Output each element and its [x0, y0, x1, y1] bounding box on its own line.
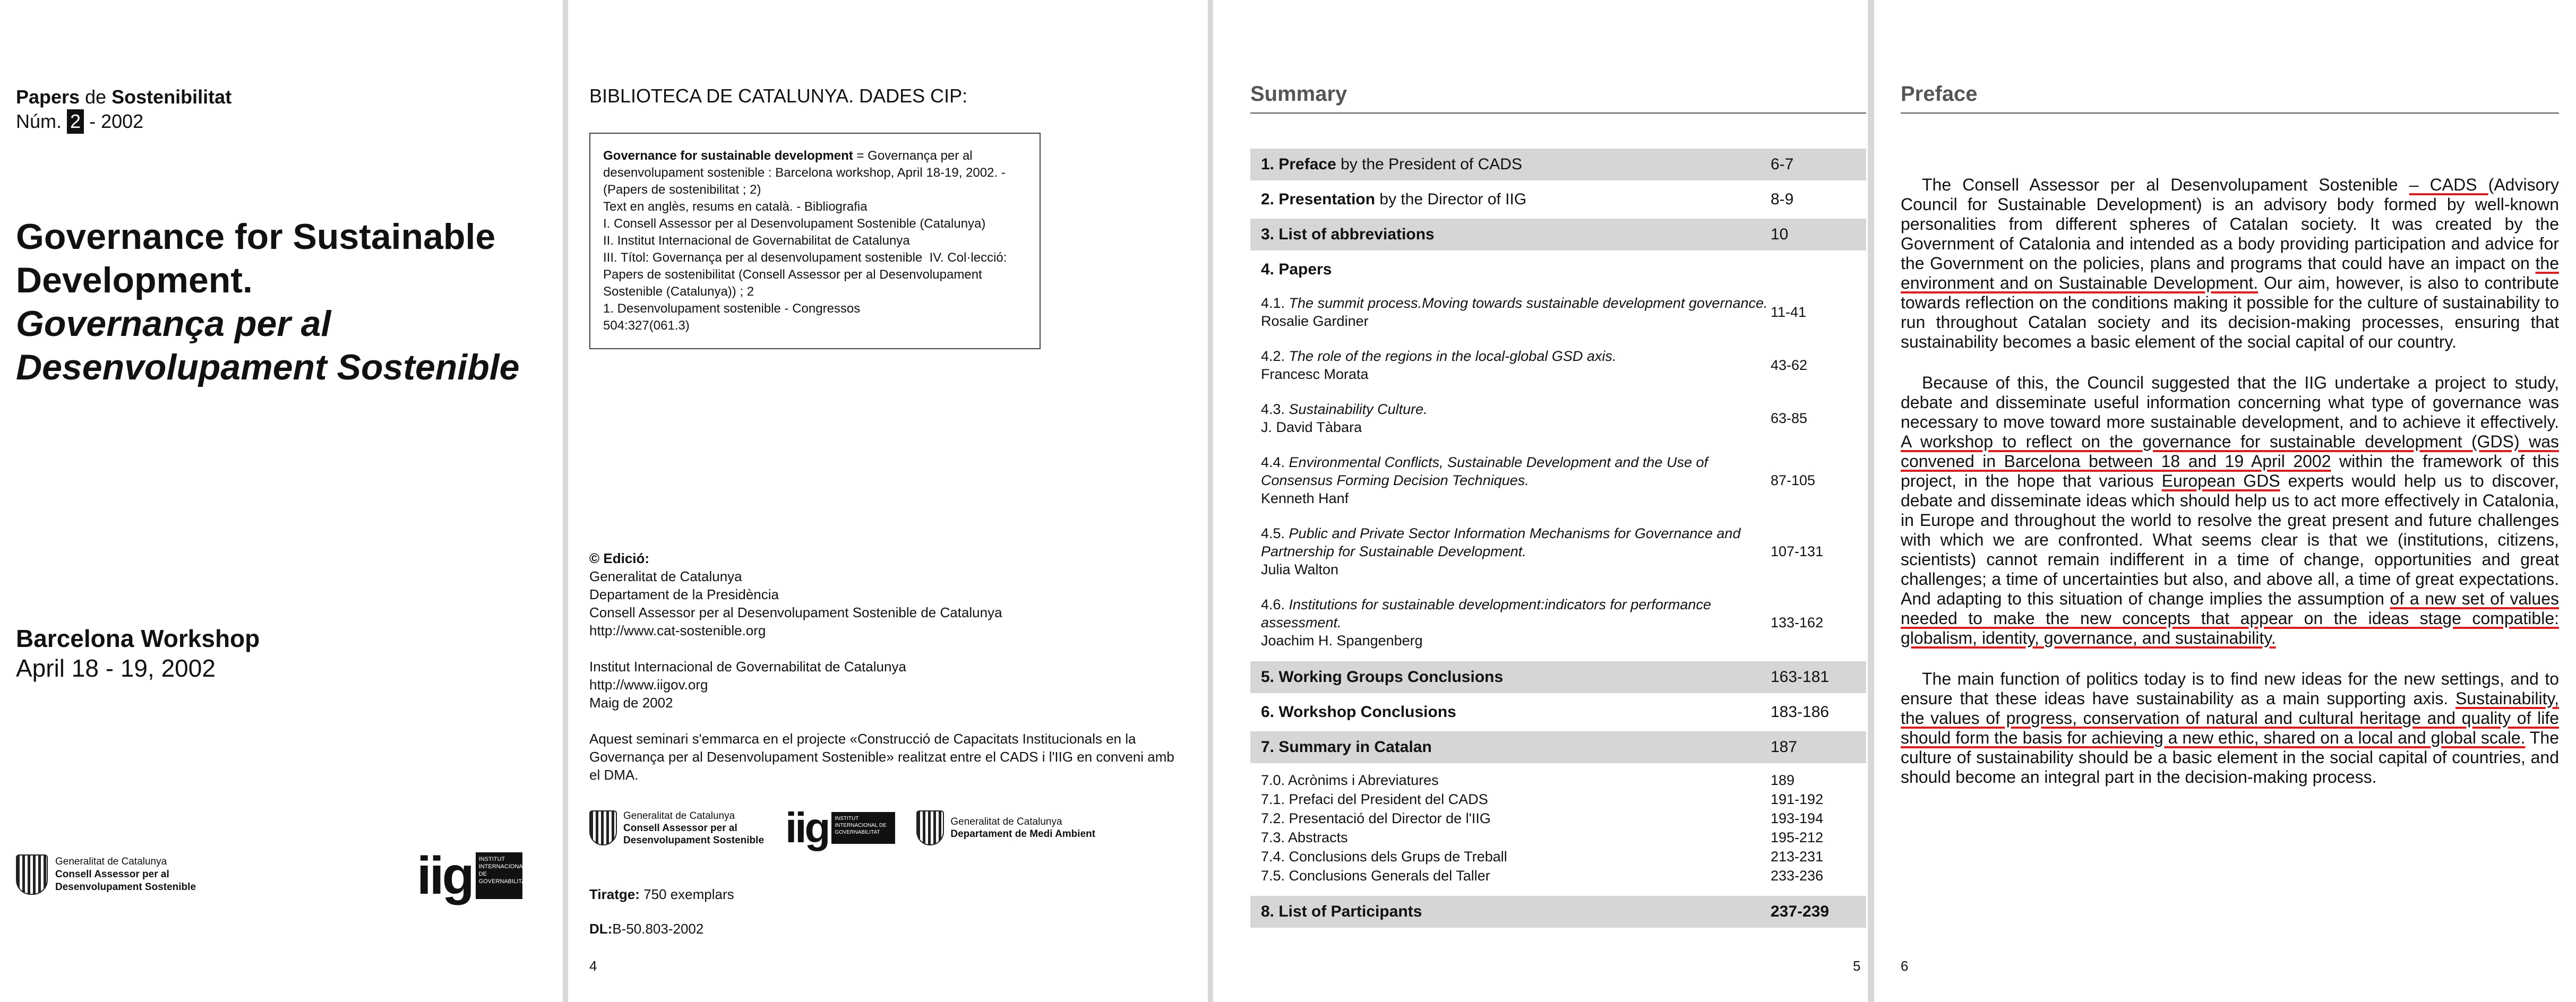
workshop-info: [16, 624, 260, 683]
underlined-text: of a new set of values needed to make the new concepts that appear on the ideas stage compatible: globalism, identity, governance, and sustainability.: [1901, 589, 2560, 647]
toc-paper-number: 4.4.: [1261, 454, 1289, 470]
logo-line: Generalitat de Catalunya: [55, 856, 167, 867]
series-de: de: [85, 86, 107, 108]
gencat-seal-icon: [916, 810, 944, 845]
toc-paper-row: [1250, 339, 1866, 392]
cip-line: = Governança per al desenvolupament sostenible : Barcelona workshop, April 18-19, 2002. - (Papers de sostenibilitat ; 2): [603, 149, 1009, 197]
toc-section: 2. Presentation: [1261, 191, 1376, 208]
preface-paragraph: [1901, 669, 2559, 787]
toc-pages: 10: [1771, 226, 1789, 243]
toc-label: [1261, 254, 1771, 286]
toc-section: 1. Preface: [1261, 156, 1336, 173]
edition-url: http://www.cat-sostenible.org: [589, 623, 766, 638]
cip-line: II. Institut Internacional de Governabilitat de Catalunya: [603, 234, 910, 248]
toc-paper-title: [1261, 453, 1771, 489]
toc-pages: 187: [1771, 738, 1798, 756]
toc-pages: 63-85: [1771, 410, 1808, 426]
toc-paper-number: 4.3.: [1261, 401, 1289, 417]
cip-line: III. Títol: Governança per al desenvolupament sostenible IV. Col·lecció: Papers de sostenibilitat (Consell Assessor per al Desenvolupament Sostenible (Catalunya)) ; 2: [603, 250, 1011, 299]
page-number: 4: [589, 958, 597, 974]
toc-row: [1250, 661, 1866, 693]
summary-page: [1213, 0, 1868, 1002]
cover-title: [16, 215, 557, 389]
toc-paper-title: [1261, 347, 1771, 365]
toc-pages: 191-192: [1771, 791, 1824, 807]
toc-catalan-item: [1261, 866, 1856, 885]
toc-section: 7. Summary in Catalan: [1261, 738, 1432, 756]
credits-page: [568, 0, 1208, 1002]
paragraph-text: within the framework of this project, in the hope that various: [1901, 452, 2560, 490]
edition-line: Departament de la Presidència: [589, 586, 779, 602]
toc-section: 3. List of abbreviations: [1261, 226, 1435, 243]
toc-row: [1250, 731, 1866, 763]
logo-line: Generalitat de Catalunya: [623, 810, 735, 822]
toc-paper-row: [1250, 286, 1866, 339]
toc-catalan-label: 7.4. Conclusions dels Grups de Treball: [1261, 849, 1507, 865]
toc-list: [1250, 149, 1866, 928]
cip-line: 1. Desenvolupament sostenible - Congressos: [603, 301, 861, 316]
toc-paper-author: Joachim H. Spangenberg: [1261, 633, 1423, 649]
toc-catalan-label: 7.0. Acrònims i Abreviatures: [1261, 772, 1439, 788]
toc-paper-number: 4.2.: [1261, 348, 1289, 364]
iig-logo-sub: INSTITUT INTERNACIONAL DE GOVERNABILITAT: [476, 852, 522, 899]
cip-line: 504:327(061.3): [603, 318, 690, 333]
paragraph-text: The culture of sustainability should be a basic element in the social capital of countries, and should become an integral part in the decision-making process.: [1901, 728, 2560, 787]
workshop-dates: April 18 - 19, 2002: [16, 654, 216, 682]
series-name-b: Sostenibilitat: [111, 86, 232, 108]
toc-paper-label: [1261, 294, 1771, 330]
print-run: [589, 886, 734, 903]
print-run-label: Tiratge:: [589, 886, 640, 902]
toc-pages: 107-131: [1771, 543, 1824, 559]
paragraph-text: The Consell Assessor per al Desenvolupament Sostenible: [1922, 175, 2409, 194]
cads-logo: [589, 810, 764, 846]
heading-rule: [1901, 113, 2559, 114]
toc-row: [1250, 696, 1866, 728]
toc-catalan-item: [1261, 847, 1856, 866]
summary-heading: Summary: [1250, 82, 1347, 106]
title-line: Desenvolupament Sostenible: [16, 347, 520, 387]
toc-label: [1261, 184, 1771, 215]
toc-paper-number: 4.1.: [1261, 295, 1289, 311]
toc-pages: 163-181: [1771, 668, 1830, 686]
toc-paper-label: [1261, 453, 1771, 507]
toc-pages: 8-9: [1771, 191, 1794, 208]
preface-body: [1901, 175, 2559, 808]
toc-paper-title: [1261, 294, 1771, 312]
cover-page: [0, 0, 563, 1002]
toc-catalan-item: [1261, 828, 1856, 847]
print-run-value: 750 exemplars: [643, 886, 734, 902]
seminar-note: Aquest seminari s'emmarca en el projecte «Construcció de Capacitats Institucionals en la Governança per al Desenvolupament Sostenible» realitzat entre el CADS i l'IIG en conveni amb el DMA.: [589, 731, 1174, 783]
toc-paper-row: [1250, 445, 1866, 516]
title-line: Development.: [16, 260, 253, 300]
sponsor-logos: [589, 804, 1096, 851]
legal-deposit-label: DL:: [589, 921, 613, 937]
toc-paper-row: [1250, 392, 1866, 445]
paragraph-text: (Advisory Council for Sustainable Development) is an advisory body formed by well-known personalities from different spheres of Catalan society. It was created by the Government of Catalonia and intended as a body providing participation and advice for the Government on the policies, plans and programs that could have an impact on: [1901, 175, 2560, 273]
logo-line: Consell Assessor per al: [623, 822, 737, 834]
toc-pages: 183-186: [1771, 703, 1830, 721]
toc-paper-label: [1261, 400, 1771, 436]
issue-year: - 2002: [89, 110, 144, 132]
toc-paper-title-text: The summit process.Moving towards sustainable development governance.: [1289, 295, 1768, 311]
toc-row: [1250, 254, 1866, 286]
toc-catalan-list: [1250, 763, 1866, 893]
title-line: Governance for Sustainable: [16, 217, 496, 257]
paragraph-text: Because of this, the Council suggested that the IIG undertake a project to study, debate and disseminate useful information concerning what type of governance was necessary to move toward more sustainable development, and to achieve it effectively.: [1901, 373, 2559, 431]
preface-paragraph: [1901, 175, 2559, 352]
toc-catalan-label: 7.1. Prefaci del President del CADS: [1261, 791, 1488, 807]
toc-row: [1250, 149, 1866, 180]
issue-number: 2: [67, 109, 84, 134]
toc-pages: 6-7: [1771, 156, 1794, 173]
preface-paragraph: [1901, 373, 2559, 648]
toc-pages: 193-194: [1771, 810, 1824, 826]
paragraph-text: experts would help us to discover, debate and disseminate ideas which should help us to act more effectively in Catalonia, in Europe and throughout the world to resolve the great present and future challenges with which we are confronted. What seems clear is that we (institutions, citizens, scientists) cannot remain indifferent in a time of change, opportunities and great challenges; a time of uncertainties but also, and above all, a time of great expectations. And adapting to this situation of change implies the assumption: [1901, 471, 2560, 608]
toc-paper-title: [1261, 595, 1771, 632]
toc-paper-title: [1261, 400, 1771, 418]
toc-catalan-label: 7.3. Abstracts: [1261, 830, 1348, 845]
toc-paper-author: Francesc Morata: [1261, 366, 1369, 382]
institut-url: http://www.iigov.org: [589, 677, 708, 693]
gencat-cads-logo: [16, 854, 196, 895]
edition-line: Generalitat de Catalunya: [589, 568, 742, 584]
toc-label: [1261, 696, 1771, 728]
iig-logo: [417, 846, 529, 905]
toc-catalan-label: 7.5. Conclusions Generals del Taller: [1261, 868, 1490, 884]
page-number: 6: [1901, 958, 1909, 974]
toc-row: [1250, 184, 1866, 215]
toc-paper-author: Kenneth Hanf: [1261, 490, 1349, 506]
toc-pages: [1771, 254, 1856, 286]
toc-catalan-item: [1261, 790, 1856, 809]
logo-line: Desenvolupament Sostenible: [55, 882, 196, 893]
toc-row: [1250, 219, 1866, 250]
institut-date: Maig de 2002: [589, 695, 673, 711]
underlined-text: European GDS: [2161, 471, 2280, 490]
toc-catalan-item: [1261, 809, 1856, 828]
toc-paper-title-text: The role of the regions in the local-global GSD axis.: [1289, 348, 1617, 364]
underlined-text: the environment and on Sustainable Development.: [1901, 254, 2559, 292]
toc-label: [1261, 149, 1771, 180]
toc-paper-number: 4.6.: [1261, 597, 1289, 612]
toc-paper-label: [1261, 524, 1771, 578]
toc-section: 8. List of Participants: [1261, 903, 1422, 920]
edition-info: [589, 549, 1184, 784]
toc-pages: 133-162: [1771, 615, 1824, 630]
underlined-text: A workshop to reflect on the governance for sustainable development (GDS) was convened in Barcelona between 18 and 19 April 2002: [1901, 432, 2559, 471]
dma-logo: [916, 810, 1095, 845]
page-number: 5: [1853, 958, 1861, 974]
cip-title: Governance for sustainable development: [603, 149, 853, 163]
iig-logo: [785, 804, 895, 851]
paragraph-text: Our aim, however, is also to contribute towards reflection on the conditions making it possible for the culture of sustainability to run throughout Catalan society and its decision-making processes, ensuring that sustainability becomes a basic element of the social capital of our country.: [1901, 273, 2560, 351]
toc-paper-title-text: Sustainability Culture.: [1289, 401, 1428, 417]
iig-logo-text: iig: [785, 804, 829, 851]
series-name-a: Papers: [16, 86, 80, 108]
issue-label: Núm.: [16, 110, 62, 132]
workshop-name: Barcelona Workshop: [16, 625, 260, 652]
toc-pages: 189: [1771, 772, 1795, 788]
toc-label: [1261, 731, 1771, 763]
toc-paper-title-text: Institutions for sustainable development:indicators for performance assessment.: [1261, 597, 1711, 630]
underlined-text: Sustainability, the values of progress, conservation of natural and cultural heritage and quality of life should form the basis for achieving a new ethic, shared on a local and global scale.: [1901, 689, 2559, 747]
edition-line: Consell Assessor per al Desenvolupament Sostenible de Catalunya: [589, 604, 1002, 620]
title-line: Governança per al: [16, 304, 331, 344]
logo-line: Departament de Medi Ambient: [950, 828, 1096, 840]
toc-paper-title-text: Environmental Conflicts, Sustainable Development and the Use of Consensus Forming Decision Techniques.: [1261, 454, 1708, 488]
toc-pages: 43-62: [1771, 357, 1808, 373]
toc-paper-title: [1261, 524, 1771, 560]
edition-title: © Edició:: [589, 550, 650, 566]
toc-pages: 213-231: [1771, 849, 1824, 865]
gencat-seal-icon: [16, 854, 48, 895]
toc-paper-label: [1261, 595, 1771, 650]
cip-record-box: [589, 133, 1041, 349]
toc-pages: 11-41: [1771, 304, 1807, 320]
series-info: [16, 85, 231, 134]
toc-label: [1261, 661, 1771, 693]
preface-page: [1874, 0, 2576, 1002]
toc-row: [1250, 896, 1866, 928]
logo-line: Consell Assessor per al: [55, 869, 169, 880]
toc-pages: 237-239: [1771, 903, 1830, 920]
preface-heading: Preface: [1901, 82, 1978, 106]
legal-deposit-value: B-50.803-2002: [612, 921, 704, 937]
logo-line: Desenvolupament Sostenible: [623, 834, 765, 846]
toc-label: [1261, 896, 1771, 928]
toc-section: 5. Working Groups Conclusions: [1261, 668, 1504, 686]
institut-line: Institut Internacional de Governabilitat de Catalunya: [589, 659, 906, 675]
toc-pages: 87-105: [1771, 472, 1816, 488]
toc-paper-author: Julia Walton: [1261, 562, 1339, 577]
gencat-seal-icon: [589, 810, 617, 845]
toc-paper-label: [1261, 347, 1771, 383]
cip-heading: BIBLIOTECA DE CATALUNYA. DADES CIP:: [589, 85, 968, 107]
heading-rule: [1250, 113, 1866, 114]
toc-pages: 233-236: [1771, 868, 1824, 884]
toc-paper-title-text: Public and Private Sector Information Mechanisms for Governance and Partnership for Sustainable Development.: [1261, 525, 1741, 559]
toc-paper-row: [1250, 587, 1866, 658]
toc-catalan-label: 7.2. Presentació del Director de l'IIG: [1261, 810, 1491, 826]
toc-paper-author: Rosalie Gardiner: [1261, 313, 1369, 329]
toc-paper-number: 4.5.: [1261, 525, 1289, 541]
toc-section-rest: by the Director of IIG: [1375, 191, 1527, 208]
logo-line: Generalitat de Catalunya: [950, 816, 1062, 827]
toc-section: 4. Papers: [1261, 261, 1332, 278]
legal-deposit: [589, 921, 703, 937]
paragraph-text: The main function of politics today is to find new ideas for the new settings, and to ensure that these ideas have sustainability as a main supporting axis.: [1901, 669, 2559, 708]
toc-label: [1261, 219, 1771, 250]
toc-pages: 195-212: [1771, 830, 1824, 845]
toc-paper-author: J. David Tàbara: [1261, 419, 1362, 435]
toc-section: 6. Workshop Conclusions: [1261, 703, 1456, 721]
toc-catalan-item: [1261, 771, 1856, 790]
toc-paper-row: [1250, 516, 1866, 587]
cip-line: I. Consell Assessor per al Desenvolupament Sostenible (Catalunya): [603, 217, 986, 231]
underlined-text: – CADS: [2409, 175, 2488, 194]
iig-logo-sub: INSTITUT INTERNACIONAL DE GOVERNABILITAT: [831, 812, 895, 844]
cip-line: Text en anglès, resums en català. - Bibliografia: [603, 200, 868, 214]
iig-logo-text: iig: [417, 846, 473, 905]
toc-section-rest: by the President of CADS: [1336, 156, 1522, 173]
